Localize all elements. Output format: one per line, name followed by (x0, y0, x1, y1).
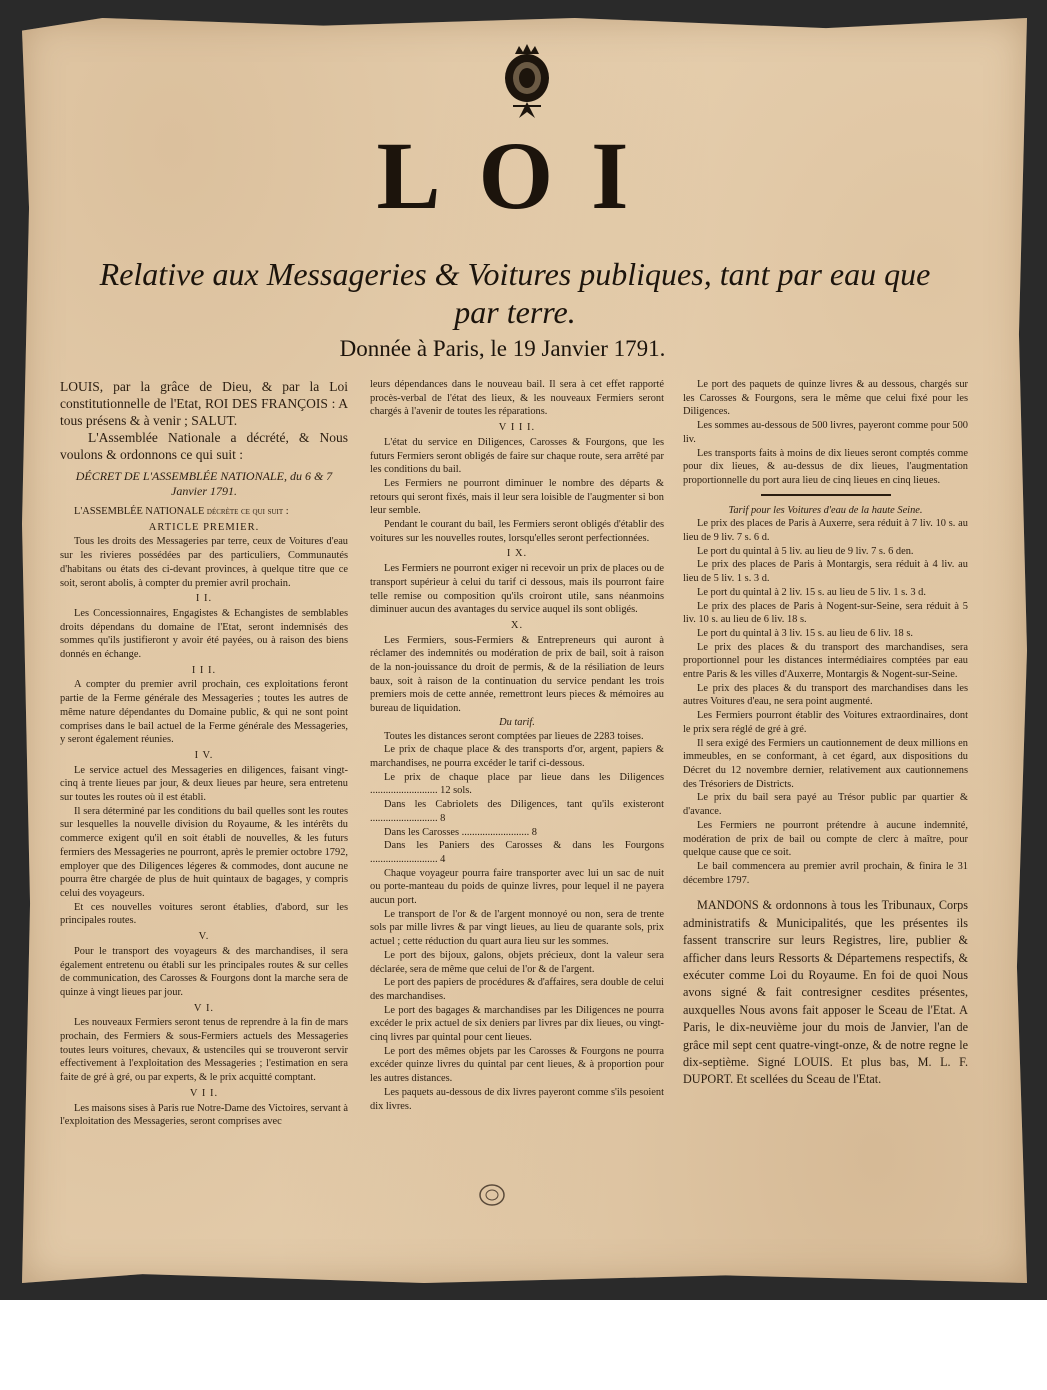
water-tarif-line: Le port du quintal à 2 liv. 15 s. au lieu de 5 liv. 1 s. 3 d. (697, 586, 926, 598)
article-text: Le service actuel des Messageries en diligences, faisant vingt-cinq à trente lieues par jour, & deux lieues par heure, sera entretenu sur toutes les routes où il est établi. (60, 764, 348, 804)
tarif-line: Le port des papiers de procédures & d'affaires, sera double de celui des marchandises. (370, 977, 664, 1002)
article-heading: I X. (506, 548, 528, 560)
article-heading: I I. (195, 593, 213, 605)
article-text: A compter du premier avril prochain, ces exploitations feront partie de la Ferme générale des Messageries ; toutes les autres de même nature dépendantes du Domaine public, & qui ne sont point comprises dans le bail actuel de la Ferme générale des Messageries, y seront également réunies. (60, 679, 348, 746)
tarif-line: Dans les Paniers des Carosses & dans les Fourgons .......................... 4 (370, 840, 664, 865)
tarif-line: Chaque voyageur pourra faire transporter avec lui un sac de nuit ou porte-manteau du poids de quinze livres, pour lequel il ne payera aucun port. (370, 867, 664, 907)
tarif-line: Le port des bagages & marchandises par les Diligences ne pourra excéder le prix actuel de six deniers par livres par dix lieues, ou vingt-cinq livres par quintal pour cent lieues. (370, 1004, 664, 1044)
tarif-line: Le transport de l'or & de l'argent monnoyé ou non, sera de trente sols par mille livres & par vingt lieues, au lieu de quarante sols, prix actuel ; cette réduction du quart aura lieu sur les sommes. (370, 908, 664, 948)
section-divider (761, 494, 891, 496)
decree-heading: DÉCRET DE L'ASSEMBLÉE NATIONALE, du 6 & 7 Janvier 1791. (75, 469, 333, 498)
tarif-line: Le port des bijoux, galons, objets précieux, dont la valeur sera déclarée, sera de même que celui de l'or & de l'argent. (370, 949, 664, 975)
article-heading: V I I. (189, 1087, 219, 1099)
article-text: Pour le transport des voyageurs & des marchandises, il sera également entretenu ou établi sur les principales routes & sur celles de communication, des Carosses & Fourgons dont la marche sera de quinze à vingt lieues par jour. (60, 945, 348, 998)
tarif-line: Les sommes au-dessous de 500 livres, payeront comme pour 500 liv. (683, 420, 968, 445)
page-subtitle: Relative aux Messageries & Voitures publiques, tant par eau que par terre. (99, 256, 931, 330)
water-tarif-line: Le prix des places de Paris à Nogent-sur-Seine, sera réduit à 5 liv. 10 s. au lieu de 6 liv. 18 s. (683, 600, 968, 626)
tarif-line: Dans les Cabriolets des Diligences, tant qu'ils existeront .......................... 8 (370, 799, 664, 824)
water-tarif-line: Le port du quintal à 3 liv. 15 s. au lieu de 6 liv. 18 s. (697, 627, 913, 639)
water-tarif-line: Le prix des places & du transport des marchandises dans les autres Voitures d'eau, ne sera point augmenté. (683, 682, 968, 708)
water-tarif-line: Le prix des places de Paris à Montargis, sera réduit à 4 liv. au lieu de 5 liv. 1 s. 3 d. (683, 559, 968, 585)
article-text: Les maisons sises à Paris rue Notre-Dame des Victoires, servant à l'exploitation des Messageries, seront comprises avec (60, 1102, 348, 1128)
preamble-paragraph: LOUIS, par la grâce de Dieu, & par la Loi constitutionnelle de l'Etat, ROI DES FRANÇOIS : A tous présens & à venir ; SALUT. (60, 379, 348, 428)
assembly-decrees: L'ASSEMBLÉE NATIONALE décrète ce qui suit : (74, 506, 289, 517)
water-tarif-line: Le port du quintal à 5 liv. au lieu de 9 liv. 7 s. 6 den. (697, 545, 914, 557)
tarif-line: Les paquets au-dessous de dix livres payeront comme s'ils pesoient dix livres. (370, 1086, 664, 1112)
tarif-line: Le prix de chaque place & des transports d'or, argent, papiers & marchandises, ne pourra excéder le tarif ci-dessous. (370, 744, 664, 769)
article-heading: V I I I. (498, 422, 536, 434)
tarif-line: Toutes les distances seront comptées par lieues de 2283 toises. (384, 730, 644, 742)
article-text: leurs dépendances dans le nouveau bail. Il sera à cet effet rapporté procès-verbal de l'état des lieux, & les nouveaux Fermiers seront chargés à l'avenir de toutes les réparations. (370, 379, 664, 418)
dateline: Donnée à Paris, le 19 Janvier 1791. (339, 336, 666, 361)
mandons-paragraph: MANDONS & ordonnons à tous les Tribunaux, Corps administratifs & Municipalités, que les présentes ils fassent transcrire sur leurs Registres, lire, publier & afficher dans leurs Ressorts & Départemens respectifs, & exécuter comme Loi du Royaume. En foi de quoi Nous avons signé & fait contresigner cesdites présentes, auxquelles Nous avons fait apposer le Sceau de l'Etat. A Paris, le dix-neuvième jour du mois de Janvier, l'an de grâce mil sept cent quatre-vingt-onze, & de notre regne le dix-septième. Signé LOUIS. Et plus bas, M. L. F. DUPORT. Et scellées du Sceau de l'Etat. (683, 898, 968, 1087)
water-tarif-line: Il sera exigé des Fermiers un cautionnement de deux millions en immeubles, en se conformant, à cet égard, aux dispositions du Décret du 12 novembre dernier, relativement aux cautionnemens des Trésoriers de Districts. (683, 737, 968, 790)
water-tarif-line: Les Fermiers ne pourront prétendre à aucune indemnité, modération de prix de bail ou compte de clerc à maître, pour quelque cause que ce soit. (683, 819, 968, 859)
text-column-2 (370, 378, 664, 1113)
water-tarif-line: Le bail commencera au premier avril prochain, & finira le 31 décembre 1797. (683, 860, 968, 886)
water-tarif-line: Le prix des places de Paris à Auxerre, sera réduit à 7 liv. 10 s. au lieu de 9 liv. 7 s. 6 d. (683, 518, 968, 544)
article-heading: ARTICLE PREMIER. (148, 521, 260, 533)
text-column-1 (60, 378, 348, 1129)
tarif-line: Dans les Carosses .......................... 8 (384, 826, 537, 838)
article-text: Les Concessionnaires, Engagistes & Echangistes de semblables droits dépendans du domaine de l'Etat, seront indemnisés des sommes qu'ils justifieront y avoir été payées, ou à raison des biens donnés en échange. (60, 607, 348, 661)
water-tarif-line: Les Fermiers pourront établir des Voitures extraordinaires, dont le prix sera réglé de gré à gré. (683, 710, 968, 735)
article-heading: I I I. (191, 664, 217, 676)
tarif-line: Le port des paquets de quinze livres & au dessous, chargés sur les Carosses & Fourgons, sera le même que celui fixé pour les Diligences. (683, 379, 968, 418)
article-heading: V I. (193, 1002, 215, 1014)
article-text: Les nouveaux Fermiers seront tenus de reprendre à la fin de mars prochain, des Fermiers & sous-Fermiers actuels des Messageries toutes leurs voitures, chevaux, & ustenciles qui se trouveront servir effectivement à l'exploitation des Messageries ; l'estimation en sera faite de gré à gré, ou par experts, & le prix acquitté comptant. (60, 1017, 348, 1084)
article-text: Et ces nouvelles voitures seront établies, d'abord, sur les principales routes. (60, 901, 348, 927)
article-text: Pendant le courant du bail, les Fermiers seront obligés d'établir des voitures sur les nouvelles routes, lorsqu'elles seront perfectionnées. (370, 519, 664, 544)
article-text: L'état du service en Diligences, Carosses & Fourgons, que les futurs Fermiers seront obligés de faire sur chaque route, sera arrêté par les conditions du bail. (370, 436, 664, 476)
article-text: Les Fermiers ne pourront diminuer le nombre des départs & retours qui seront fixés, mais il leur sera loisible de l'augmenter si bon leur semble. (370, 477, 664, 517)
tarif-heading: Du tarif. (499, 716, 535, 728)
article-text: Les Fermiers ne pourront exiger ni recevoir un prix de places ou de transport supérieur à celui du tarif ci dessous, mais ils pourront faire telle remise ou composition qu'ils croiront utile, sans néanmoins diminuer aucun des avantages du service auquel ils sont obligés. (370, 563, 664, 616)
water-tarif-line: Le prix du bail sera payé au Trésor public par quartier & d'avance. (683, 792, 968, 818)
preamble-decree-paragraph: L'Assemblée Nationale a décrété, & Nous voulons & ordonnons ce qui suit : (60, 430, 348, 462)
text-column-3 (683, 378, 968, 1089)
water-tarif-line: Le prix des places & du transport des marchandises, sera proportionnel pour les distances intermédiaires comptées par eau entre Paris & les villes d'Auxerre, Montargis & Nogent-sur-Seine. (683, 641, 968, 681)
article-heading: I V. (194, 749, 214, 761)
royal-crest-icon (499, 44, 555, 124)
article-text: Tous les droits des Messageries par terre, ceux de Voitures d'eau sur les rivieres possédées par des particuliers, Communautés d'habitans ou états des ci-devant provinces, à quelque titre que ce soit, seront abolis, à compter du premier avril prochain. (60, 536, 348, 589)
tarif-line: Le prix de chaque place par lieue dans les Diligences .......................... 12 sols. (370, 771, 664, 797)
tarif-line: Les transports faits à moins de dix lieues seront comptés comme pour dix lieues, & au-dessus de dix lieues, l'augmentation proportionnelle du port aura lieu de cinq lieues en cinq lieues. (683, 447, 968, 486)
article-text: Les Fermiers, sous-Fermiers & Entrepreneurs qui auront à réclamer des indemnités ou modération de prix de bail, soit à raison de la non-jouissance du droit de permis, & de la résiliation de leurs baux, soit à raison de la continuation du service pendant les trois premiers mois de cette année, remettront leurs pieces & mémoires au bureau de liquidation. (370, 634, 664, 715)
tarif-line: Le port des mêmes objets par les Carosses & Fourgons ne pourra excéder quinze livres du quintal par cent lieues, & à proportion pour les autres distances. (370, 1045, 664, 1085)
library-stamp-icon (478, 1183, 506, 1207)
article-heading: V. (198, 931, 210, 943)
water-tarif-heading: Tarif pour les Voitures d'eau de la haute Seine. (728, 504, 923, 516)
article-text: Il sera déterminé par les conditions du bail quelles sont les routes sur lesquelles la nouvelle division du Royaume, & les intérêts du commerce exigent qu'il en soit établi de nouvelles, & les futurs fermiers des Messageries ne pourront, après le premier octobre 1792, employer que des Diligences légeres & commodes, dont aucune ne pourra être chargée de plus de huit quintaux de bagages, y compris celui des voyageurs. (60, 805, 348, 899)
page-title: LOI (376, 122, 667, 229)
article-heading: X. (510, 619, 524, 631)
